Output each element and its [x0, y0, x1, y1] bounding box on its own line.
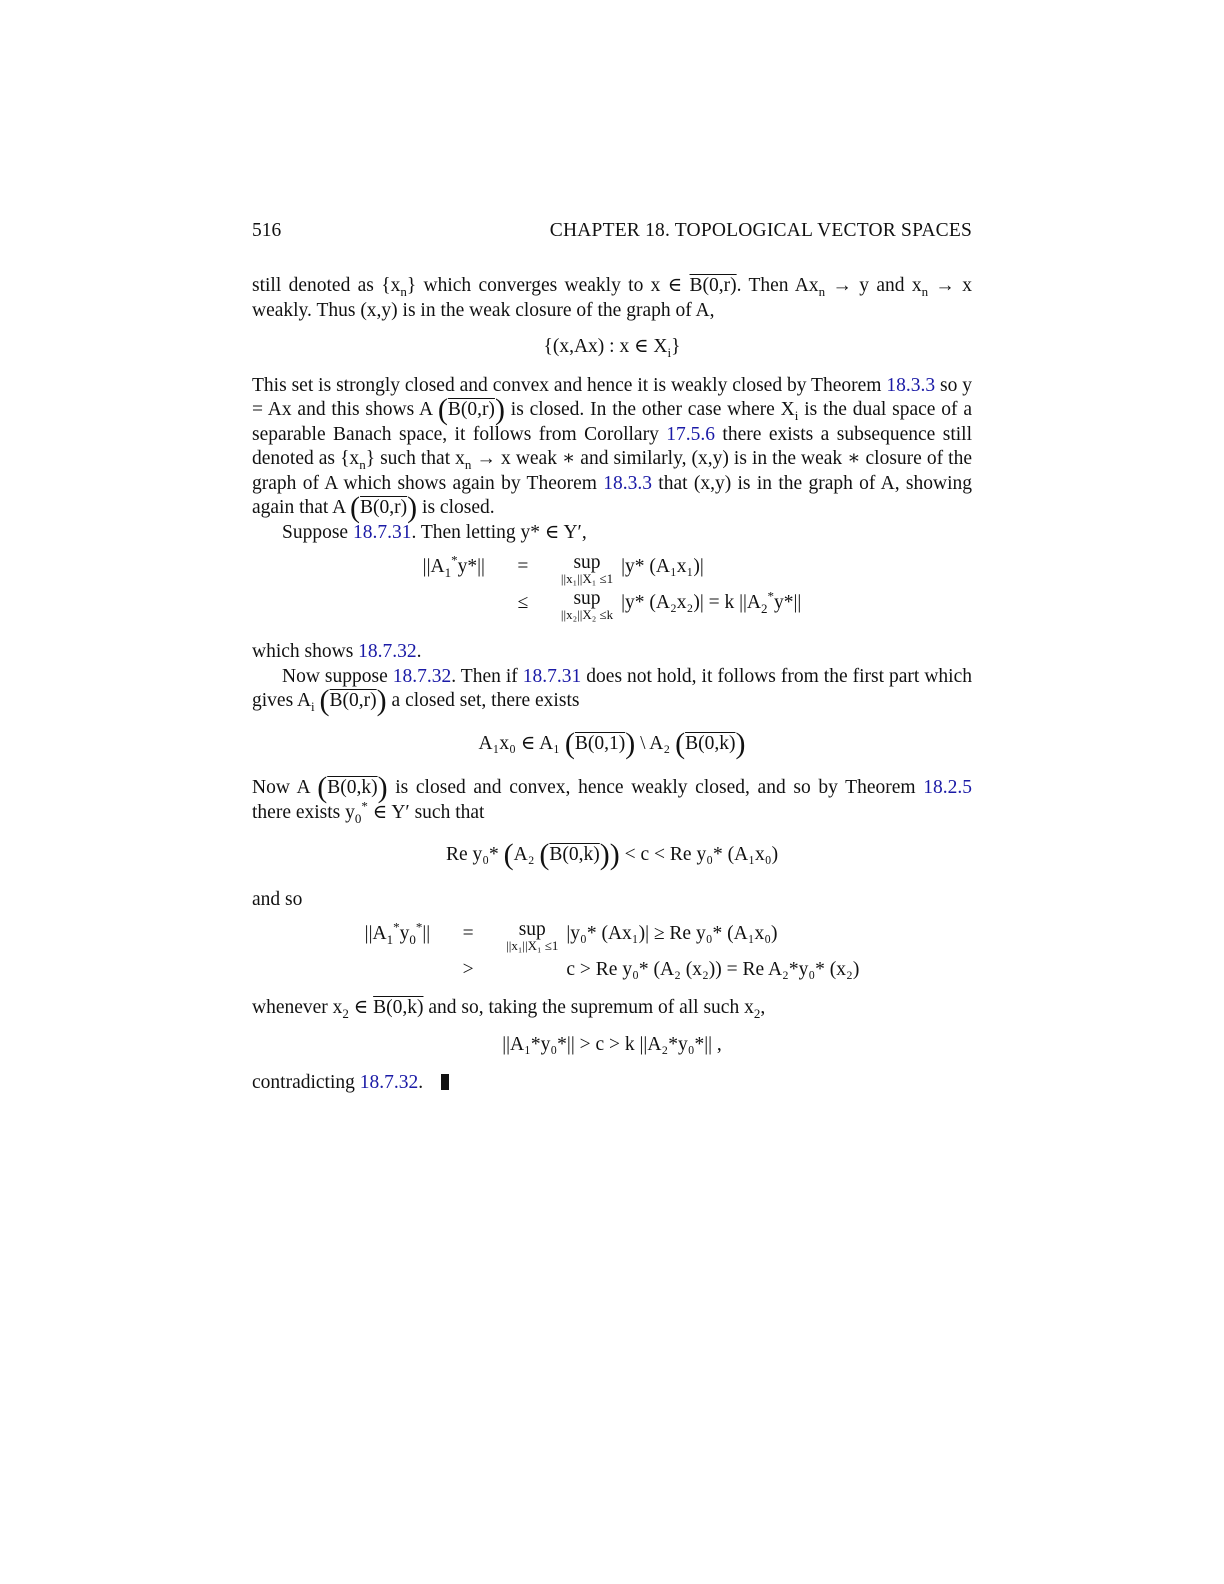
display-set-difference: A₁x₀ ∈ A₁ (B(0,1)) \ A₂ (B(0,k)) — [478, 726, 746, 760]
display-separation: Re y₀* (A₂ (B(0,k))) < c < Re y₀* (A₁x₀) — [445, 838, 779, 871]
link-eq-18-7-31[interactable]: 18.7.31 — [352, 521, 412, 543]
link-theorem-18-3-3-b[interactable]: 18.3.3 — [603, 472, 652, 494]
paragraph-9: contradicting 18.7.32. — [252, 1071, 972, 1096]
chapter-title: CHAPTER 18. TOPOLOGICAL VECTOR SPACES — [549, 220, 972, 241]
paragraph-8: whenever $x_2$ ∈ B(0,k) and so, taking the supremum of all such $x_2$, — [252, 997, 766, 1021]
paragraph-4: which shows 18.7.32. — [252, 641, 422, 662]
page — [252, 0, 972, 1584]
link-theorem-18-2-5[interactable]: 18.2.5 — [923, 777, 972, 798]
link-eq-18-7-31-b[interactable]: 18.7.31 — [522, 665, 582, 687]
link-theorem-18-3-3[interactable]: 18.3.3 — [886, 374, 936, 396]
display-graph-set: {(x,Ax) : x ∈ $X_i$} — [543, 336, 681, 360]
link-eq-18-7-32-b[interactable]: 18.7.32 — [392, 665, 452, 687]
equation-norm-estimate: $||A_1^*y*||$ = sup ||x₁||X₁ ≤1 |y* (A₁x₁)| ≤ sup ||x₂||X₂ ≤k |y* (A₂x₂)| = k $||A_2^*y*||$ — [422, 552, 802, 622]
paragraph-7: and so — [252, 888, 303, 910]
main-text — [252, 274, 972, 1096]
qed-square-icon — [441, 1074, 449, 1090]
paragraph-1: still denoted as $\{x_n\}$ which converges weakly to x ∈ B(0,r). Then $Ax_n \to y$ and $x_n \to x$ weakly. Thus (x,y) is in the weak closure of the graph of A, — [252, 275, 972, 321]
link-corollary-17-5-6[interactable]: 17.5.6 — [666, 423, 715, 445]
link-eq-18-7-32-c[interactable]: 18.7.32 — [359, 1072, 419, 1093]
equation-contradiction: $||A_1^*y_0^*||$ = sup ||x₁||X₁ ≤1 |y₀* (Ax₁)| ≥ Re y₀* (A₁x₀) > c > Re y₀* (A₂ (x₂)) = Re A₂*y₀* (x₂) — [364, 919, 860, 980]
page-number: 516 — [252, 220, 282, 241]
page-header — [252, 220, 972, 248]
paragraph-5: Now suppose 18.7.32. Then if 18.7.31 does not hold, it follows from the first part which gives $A_i$ (B(0,r)) a closed set, there exists — [252, 665, 972, 717]
link-eq-18-7-32[interactable]: 18.7.32 — [358, 641, 417, 662]
paragraph-2: This set is strongly closed and convex and hence it is weakly closed by Theorem 18.3.3 so y = Ax and this shows A (B(0,r)) is closed. In the other case where $X_i$ is the dual space of a separable Banach space, it follows from Corollary 17.5.6 there exists a subsequence still denoted as $\{x_n\}$ such that $x_n \to x$ weak ∗ and similarly, (x,y) is in the weak ∗ closure of the graph of A which shows again by Theorem 18.3.3 that (x,y) is in the graph of A, showing again that A (B(0,r)) is closed. — [252, 374, 973, 524]
display-final-inequality: ||A₁*y₀*|| > c > k ||A₂*y₀*|| , — [502, 1033, 722, 1055]
paragraph-3: Suppose 18.7.31. Then letting y* ∈ Y′, — [282, 521, 587, 543]
paragraph-6: Now A (B(0,k)) is closed and convex, hence weakly closed, and so by Theorem 18.2.5 there exists $y_0^*$ ∈ Y′ such that — [252, 771, 972, 826]
